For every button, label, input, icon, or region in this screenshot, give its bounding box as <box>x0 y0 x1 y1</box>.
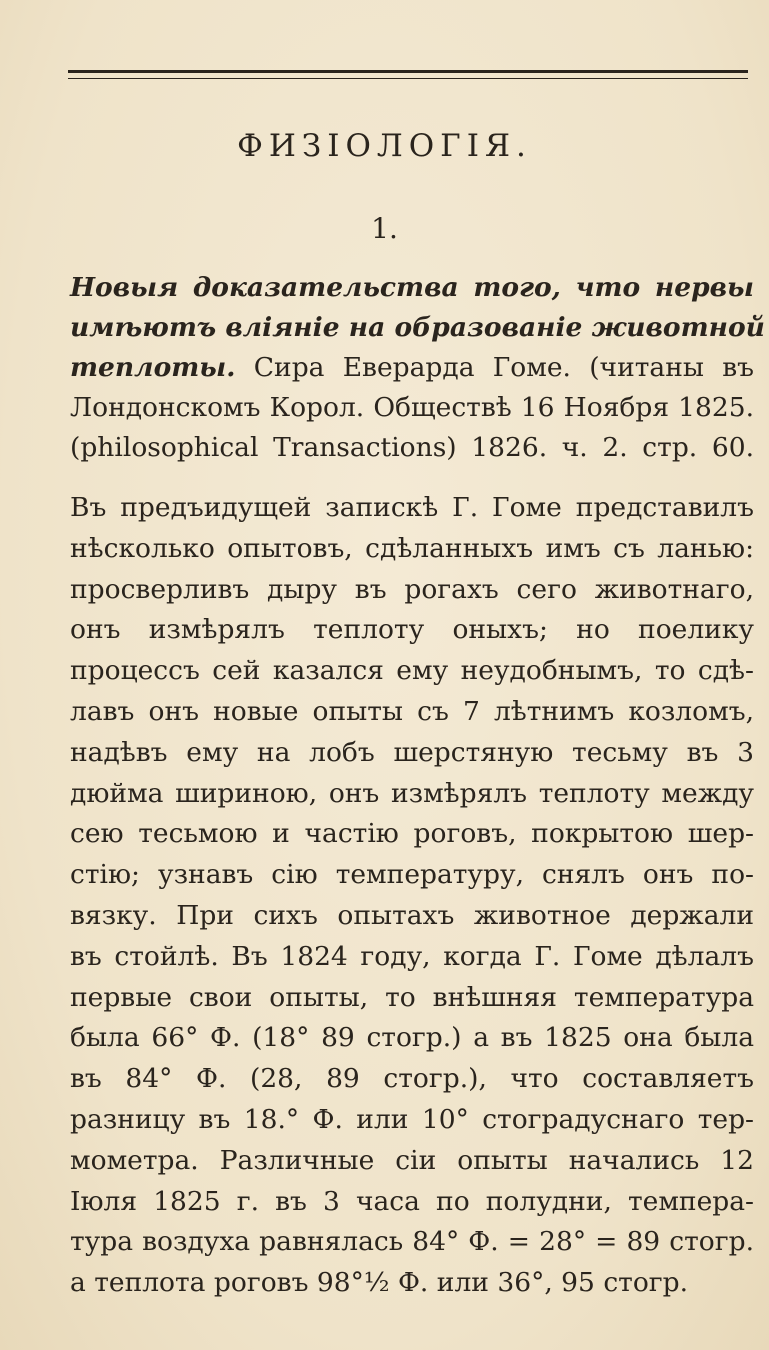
body-line: въ 84° Ф. (28, 89 стогр.), что составляетъ <box>70 1063 754 1095</box>
heading-line-3-rest: Сира Еверарда Гоме. (читаны въ <box>253 352 754 383</box>
section-title: ФИЗІОЛОГІЯ. <box>237 128 532 164</box>
body-line: стію; узнавъ сію температуру, снялъ онъ по- <box>70 859 754 891</box>
heading-line-4: Лондонскомъ Корол. Обществѣ 16 Ноября 1825. <box>70 392 754 423</box>
body-line: нѣсколько опытовъ, сдѣланныхъ имъ съ ланью: <box>70 532 754 564</box>
body-line: онъ измѣрялъ теплоту оныхъ; но поелику <box>70 614 754 646</box>
body-line: въ стойлѣ. Въ 1824 году, когда Г. Гоме дѣлалъ <box>70 940 754 972</box>
body-line: тура воздуха равнялась 84° Ф. = 28° = 89 стогр. <box>70 1226 754 1258</box>
body-line: сею тесьмою и частію роговъ, покрытою шер- <box>70 818 754 850</box>
body-line: вязку. При сихъ опытахъ животное держали <box>70 900 754 931</box>
heading-line-1-text: Новыя доказательства того, что нервы <box>70 272 754 303</box>
body-line: первые свои опыты, то внѣшняя температура <box>70 981 754 1013</box>
heading-line-3 <box>70 348 754 388</box>
body-line: дюйма шириною, онъ измѣрялъ теплоту между <box>70 777 754 809</box>
body-line: лавъ онъ новые опыты съ 7 лѣтнимъ козломъ, <box>70 696 754 727</box>
body-line: а теплота роговъ 98°½ Ф. или 36°, 95 стогр. <box>70 1267 689 1299</box>
body-line: была 66° Ф. (18° 89 стогр.) а въ 1825 она была <box>70 1022 754 1054</box>
body-line: Іюля 1825 г. въ 3 часа по полудни, темпера- <box>70 1185 754 1217</box>
body-line: Въ предъидущей запискѣ Г. Гоме представилъ <box>70 492 754 523</box>
body-line: процессъ сей казался ему неудобнымъ, то сдѣ- <box>70 655 754 687</box>
heading-line-5: (philosophical Transactions) 1826. ч. 2. стр. 60. <box>70 432 754 463</box>
heading-line-1 <box>70 268 754 308</box>
section-number: 1. <box>371 212 398 245</box>
heading-line-2 <box>70 308 765 348</box>
header-rule-thin <box>68 78 748 79</box>
body-line: просверливъ дыру въ рогахъ сего животнаго, <box>70 573 754 605</box>
body-line: разницу въ 18.° Ф. или 10° стоградуснаго тер- <box>70 1104 754 1135</box>
heading-line-3-italic: теплоты. <box>70 352 236 383</box>
body-line: надѣвъ ему на лобъ шерстяную тесьму въ 3 <box>70 736 754 768</box>
header-rule-thick <box>68 70 748 77</box>
heading-line-2-text: имѣютъ вліяніе на образованіе животной <box>70 312 765 343</box>
body-line: мометра. Различные сіи опыты начались 12 <box>70 1144 754 1176</box>
